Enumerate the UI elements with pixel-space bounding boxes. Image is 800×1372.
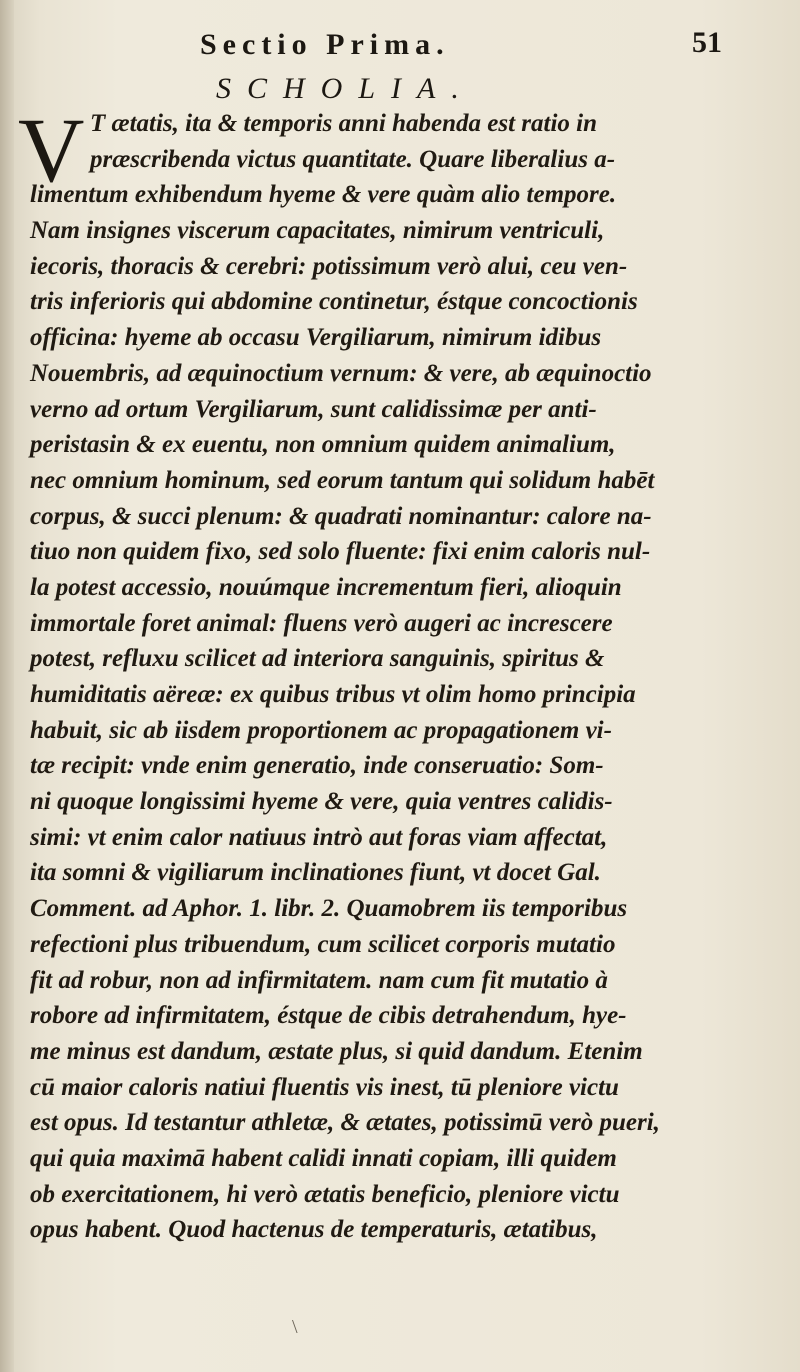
section-heading: SCHOLIA. <box>216 72 475 105</box>
text-line: cū maior caloris natiui fluentis vis inest, tū pleniore victu <box>30 1073 619 1101</box>
text-line: potest, refluxu scilicet ad interiora sanguinis, spiritus & <box>30 645 605 673</box>
text-line: qui quia maximā habent calidi innati copiam, illi quidem <box>30 1144 617 1172</box>
binding-gutter <box>0 0 14 1372</box>
text-line: verno ad ortum Vergiliarum, sunt calidissimæ per anti- <box>30 395 597 423</box>
text-line: Comment. ad Aphor. 1. libr. 2. Quamobrem iis temporibus <box>30 895 628 923</box>
text-line: peristasin & ex euentu, non omnium quidem animalium, <box>30 431 616 459</box>
foot-mark: \ <box>292 1316 298 1338</box>
text-line: limentum exhibendum hyeme & vere quàm alio tempore. <box>30 181 617 209</box>
text-line: tæ recipit: vnde enim generatio, inde conseruatio: Som- <box>30 752 604 780</box>
text-line: robore ad infirmitatem, éstque de cibis detrahendum, hye- <box>30 1002 627 1030</box>
text-line: immortale foret animal: fluens verò augeri ac increscere <box>30 609 613 637</box>
text-line: ob exercitationem, hi verò ætatis beneficio, pleniore victu <box>30 1180 620 1208</box>
text-line: nec omnium hominum, sed eorum tantum qui solidum habēt <box>30 466 655 494</box>
text-line: refectioni plus tribuendum, cum scilicet corporis mutatio <box>30 930 616 958</box>
text-line: tris inferioris qui abdomine continetur, éstque concoctionis <box>30 288 638 316</box>
page-number: 51 <box>692 26 722 59</box>
running-head: Sectio Prima. <box>200 28 450 61</box>
text-line: humiditatis aëreæ: ex quibus tribus vt olim homo principia <box>30 681 636 708</box>
text-line: præscribenda victus quantitate. Quare liberalius a- <box>90 145 616 173</box>
text-line: la potest accessio, nouúmque incrementum fieri, alioquin <box>30 573 622 601</box>
text-line: tiuo non quidem fixo, sed solo fluente: fixi enim caloris nul- <box>30 538 651 566</box>
text-line: Nam insignes viscerum capacitates, nimirum ventriculi, <box>30 217 605 245</box>
text-body <box>30 106 742 1248</box>
text-line: officina: hyeme ab occasu Vergiliarum, nimirum idibus <box>30 324 602 352</box>
drop-cap: V <box>18 99 85 201</box>
text-line: opus habent. Quod hactenus de temperaturis, ætatibus, <box>30 1216 598 1244</box>
text-line: fit ad robur, non ad infirmitatem. nam cum fit mutatio à <box>30 966 608 994</box>
text-line: est opus. Id testantur athletæ, & ætates, potissimū verò pueri, <box>30 1109 660 1137</box>
text-line: Nouembris, ad æquinoctium vernum: & vere, ab æquinoctio <box>30 359 652 387</box>
text-line: iecoris, thoracis & cerebri: potissimum verò alui, ceu ven- <box>30 252 628 280</box>
text-line: T ætatis, ita & temporis anni habenda est ratio in <box>90 110 598 137</box>
text-line: corpus, & succi plenum: & quadrati nominantur: calore na- <box>30 502 652 530</box>
text-line: ni quoque longissimi hyeme & vere, quia ventres calidis- <box>30 788 613 816</box>
text-line: ita somni & vigiliarum inclinationes fiunt, vt docet Gal. <box>30 859 601 887</box>
text-line: me minus est dandum, æstate plus, si quid dandum. Etenim <box>30 1037 643 1065</box>
text-line: habuit, sic ab iisdem proportionem ac propagationem vi- <box>30 716 612 744</box>
text-line: simi: vt enim calor natiuus intrò aut foras viam affectat, <box>30 823 608 851</box>
